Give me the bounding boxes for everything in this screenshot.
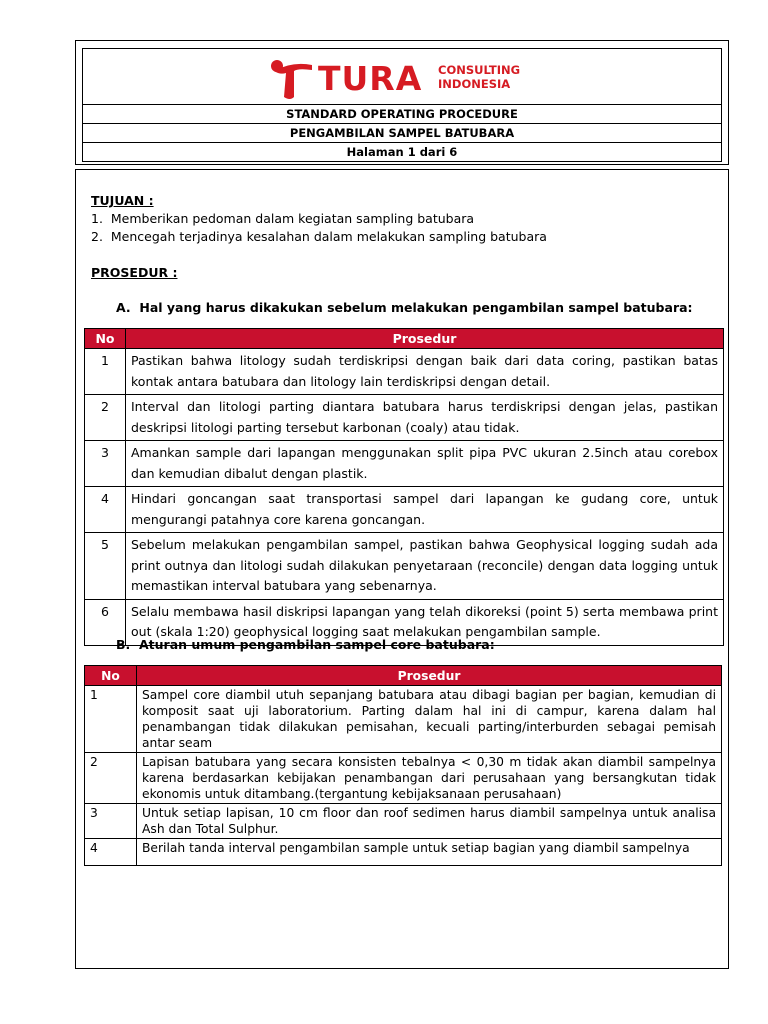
table-row — [85, 839, 722, 866]
section-b-text: Aturan umum pengambilan sampel core batubara: — [139, 637, 495, 652]
row-text: Hindari goncangan saat transportasi sampel dari lapangan ke gudang core, untuk mengurangi patahnya core karena goncangan. — [126, 487, 724, 533]
row-number: 2 — [85, 753, 137, 804]
row-text: Lapisan batubara yang secara konsisten tebalnya < 0,30 m tidak akan diambil sampelnya karena berdasarkan kebijakan penambangan dari perusahaan yang bersangkutan tidak ekonomis untuk ditambang.(tergantung kebijaksanaan perusahaan) — [137, 753, 722, 804]
table-row — [85, 804, 722, 839]
column-header-prosedur: Prosedur — [137, 666, 722, 686]
table-row — [85, 487, 724, 533]
procedure-table-b — [84, 665, 722, 866]
section-a-title — [116, 300, 693, 315]
logo-subtitle-line-2: INDONESIA — [438, 77, 511, 91]
row-number: 6 — [85, 599, 126, 645]
row-text: Untuk setiap lapisan, 10 cm floor dan roof sedimen harus diambil sampelnya untuk analisa Ash dan Total Sulphur. — [137, 804, 722, 839]
logo-subtitle-line-1: CONSULTING — [438, 63, 521, 77]
table-row — [85, 441, 724, 487]
section-a-text: Hal yang harus dikakukan sebelum melakukan pengambilan sampel batubara: — [139, 300, 693, 315]
table-row — [85, 395, 724, 441]
table-row — [85, 533, 724, 600]
tujuan-item-1 — [91, 211, 474, 226]
tujuan-item-number: 1. — [91, 211, 103, 226]
row-text: Selalu membawa hasil diskripsi lapangan yang telah dikoreksi (point 5) serta membawa print out (skala 1:20) geophysical logging saat melakukan pengambilan sample. — [126, 599, 724, 645]
row-text: Amankan sample dari lapangan menggunakan split pipa PVC ukuran 2.5inch atau corebox dan kemudian dibalut dengan plastik. — [126, 441, 724, 487]
column-header-no: No — [85, 666, 137, 686]
logo-cell — [83, 49, 721, 105]
section-b-label: B. — [116, 637, 131, 652]
row-number: 3 — [85, 804, 137, 839]
table-header-row — [85, 666, 722, 686]
page-indicator: Halaman 1 dari 6 — [346, 145, 458, 159]
tujuan-item-number: 2. — [91, 229, 103, 244]
document-title: STANDARD OPERATING PROCEDURE — [83, 105, 721, 124]
section-b-title — [116, 637, 495, 652]
company-logo — [268, 57, 538, 99]
procedure-table-a — [84, 328, 724, 646]
row-text: Berilah tanda interval pengambilan sample untuk setiap bagian yang diambil sampelnya — [137, 839, 722, 866]
row-number: 1 — [85, 686, 137, 753]
row-number: 4 — [85, 487, 126, 533]
document-subtitle: PENGAMBILAN SAMPEL BATUBARA — [83, 124, 721, 143]
column-header-no: No — [85, 329, 126, 349]
tujuan-item-2 — [91, 229, 547, 244]
section-a-label: A. — [116, 300, 131, 315]
logo-wordmark: TURA — [318, 59, 423, 98]
tujuan-heading: TUJUAN : — [91, 193, 154, 208]
row-number: 2 — [85, 395, 126, 441]
table-header-row — [85, 329, 724, 349]
tujuan-item-text: Memberikan pedoman dalam kegiatan sampling batubara — [110, 211, 475, 226]
table-row — [85, 753, 722, 804]
table-row — [85, 349, 724, 395]
row-text: Sampel core diambil utuh sepanjang batubara atau dibagi bagian per bagian, kemudian di komposit saat uji laboratorium. Parting dalam hal ini di campur, karena dalam hal penambangan tidak dilakukan pemisahan, kecuali parting/interburden sebagai pemisah antar seam — [137, 686, 722, 753]
column-header-prosedur: Prosedur — [126, 329, 724, 349]
logo-subtitle — [438, 63, 520, 91]
row-number: 3 — [85, 441, 126, 487]
row-text: Pastikan bahwa litology sudah terdiskripsi dengan baik dari data coring, pastikan batas kontak antara batubara dan litology lain terdiskripsi dengan detail. — [126, 349, 724, 395]
table-row — [85, 686, 722, 753]
row-text: Sebelum melakukan pengambilan sampel, pastikan bahwa Geophysical logging sudah ada print outnya dan litologi sudah dilakukan penyetaraan (reconcile) dengan data logging untuk memastikan interval batubara yang sebenarnya. — [126, 533, 724, 600]
header-table — [82, 48, 722, 162]
row-number: 4 — [85, 839, 137, 866]
prosedur-heading: PROSEDUR : — [91, 265, 178, 280]
row-number: 5 — [85, 533, 126, 600]
row-number: 1 — [85, 349, 126, 395]
row-text: Interval dan litologi parting diantara batubara harus terdiskripsi dengan jelas, pastikan deskripsi litologi parting tersebut karbonan (coaly) atau tidak. — [126, 395, 724, 441]
logo-mark-icon — [268, 57, 316, 101]
document-header — [75, 40, 729, 165]
tujuan-item-text: Mencegah terjadinya kesalahan dalam melakukan sampling batubara — [110, 229, 547, 244]
